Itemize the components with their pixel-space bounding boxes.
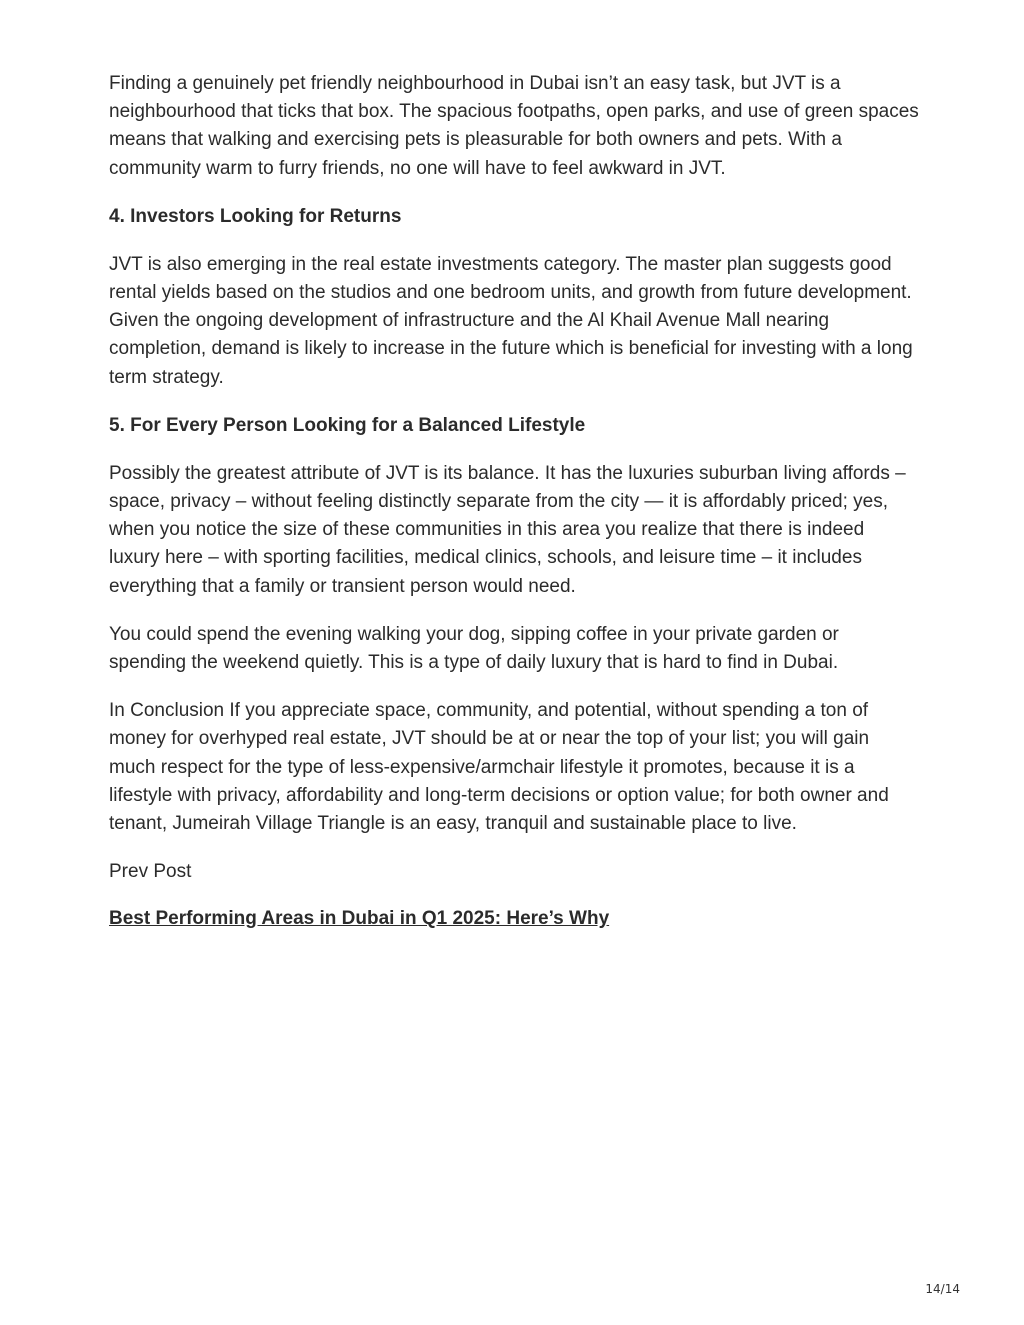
paragraph-investors: JVT is also emerging in the real estate investments category. The master plan suggests good rental yields based on the studios and one bedroom units, and growth from future development. Given the ongoing development of infrastructure and the Al Khail Avenue Mall nearing completion, demand is likely to increase in the future which is beneficial for investing with a long term strategy.	[109, 253, 913, 388]
page-number: 14/14	[925, 1282, 960, 1296]
prev-post-label: Prev Post	[109, 861, 192, 883]
paragraph-balance: Possibly the greatest attribute of JVT is its balance. It has the luxuries suburban living affords – space, privacy – without feeling distinctly separate from the city — it is affordably priced; yes, when you notice the size of these communities in this area you realize that there is indeed luxury here – with sporting facilities, medical clinics, schools, and leisure time – it includes everything that a family or transient person would need.	[109, 462, 906, 597]
prev-post-link[interactable]: Best Performing Areas in Dubai in Q1 2025: Here’s Why	[109, 908, 610, 930]
paragraph-evening: You could spend the evening walking your dog, sipping coffee in your private garden or spending the weekend quietly. This is a type of daily luxury that is hard to find in Dubai.	[109, 623, 839, 674]
document-body	[109, 70, 919, 933]
section-heading-investors: 4. Investors Looking for Returns	[109, 205, 402, 227]
section-heading-balanced-lifestyle: 5. For Every Person Looking for a Balanced Lifestyle	[109, 414, 586, 436]
paragraph-pet-friendly: Finding a genuinely pet friendly neighbourhood in Dubai isn’t an easy task, but JVT is a neighbourhood that ticks that box. The spacious footpaths, open parks, and use of green spaces means that walking and exercising pets is pleasurable for both owners and pets. With a community warm to furry friends, no one will have to feel awkward in JVT.	[109, 73, 919, 179]
paragraph-conclusion: In Conclusion If you appreciate space, community, and potential, without spending a ton of money for overhyped real estate, JVT should be at or near the top of your list; you will gain much respect for the type of less-expensive/armchair lifestyle it promotes, because it is a lifestyle with privacy, affordability and long-term decisions or option value; for both owner and tenant, Jumeirah Village Triangle is an easy, tranquil and sustainable place to live.	[109, 700, 889, 835]
